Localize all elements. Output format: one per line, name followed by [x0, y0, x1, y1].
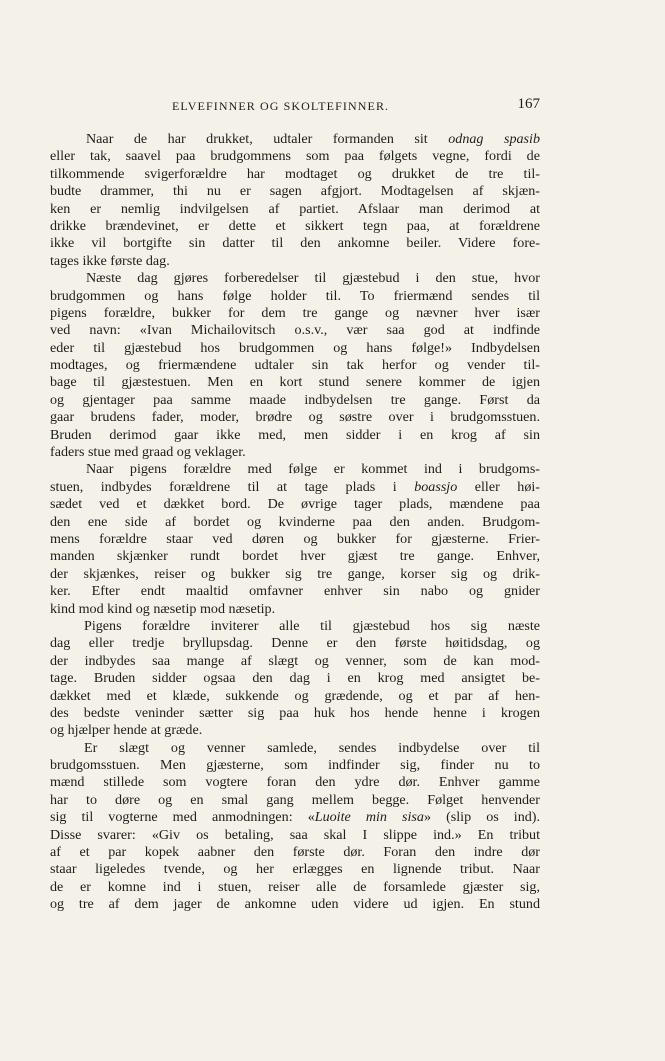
text-line — [50, 148, 540, 165]
text-run: sædet ved et dækket bord. De øvrige tager plads, mændene paa — [50, 496, 540, 513]
text-line — [50, 340, 540, 357]
text-line — [50, 774, 540, 791]
paragraph — [50, 461, 540, 618]
italic-term: Luoite min sisa — [314, 809, 424, 826]
text-line — [50, 531, 540, 548]
text-run: har to døre og en smal gang mellem begge. Følget henvender — [50, 791, 540, 808]
paragraph — [50, 740, 540, 914]
text-line — [50, 322, 540, 339]
text-run: kind mod kind og næsetip mod næsetip. — [50, 600, 276, 617]
text-run: tage. Bruden sidder ogsaa den dag i en krog med ansigtet be- — [50, 670, 540, 687]
text-line — [50, 809, 540, 826]
text-run: eller høi- — [457, 478, 540, 495]
text-run: tilkommende svigerforældre har modtaget og drukket de tre til- — [50, 165, 540, 182]
text-run: manden skjænker rundt bordet hver gjæst tre gange. Enhver, — [50, 548, 540, 565]
text-line — [50, 357, 540, 374]
text-line — [50, 861, 540, 878]
text-run: bage til gjæstestuen. Men en kort stund senere kommer de igjen — [50, 374, 540, 391]
paragraph — [50, 270, 540, 461]
paragraph — [50, 618, 540, 740]
text-run: mænd stillede som vogtere foran den ydre dør. Enhver gamme — [50, 774, 540, 791]
text-run: tages ikke første dag. — [50, 252, 170, 269]
text-run: Pigens forældre inviterer alle til gjæstebud hos sig næste — [84, 617, 540, 634]
body-text — [50, 131, 540, 914]
text-run: og tre af dem jager de ankomne uden videre ud igjen. En stund — [50, 896, 540, 913]
page-number: 167 — [517, 96, 540, 112]
italic-term: boassjo — [414, 478, 458, 495]
text-run: Naar de har drukket, udtaler formanden sit — [86, 131, 449, 147]
text-line — [50, 722, 540, 739]
text-line — [50, 496, 540, 513]
text-line — [50, 653, 540, 670]
text-line — [50, 583, 540, 600]
text-run: Næste dag gjøres forberedelser til gjæstebud i den stue, hvor — [86, 270, 540, 287]
text-run: staar ligeledes tvende, og her erlægges en lignende tribut. Naar — [50, 861, 540, 878]
running-title: ELVEFINNER OG SKOLTEFINNER. — [172, 99, 390, 113]
text-line — [50, 235, 540, 252]
text-line — [50, 896, 540, 913]
text-line — [50, 514, 540, 531]
text-run: dækket med et klæde, sukkende og grædende, og et par af hen- — [50, 687, 540, 704]
text-run: budte drammer, thi nu er sagen afgjort. Modtagelsen af skjæn- — [50, 183, 540, 200]
text-line — [50, 618, 540, 635]
text-line — [50, 740, 540, 757]
text-run: drikke brændevinet, er dette et sikkert tegn paa, at forældrene — [50, 217, 540, 234]
text-line — [50, 288, 540, 305]
text-line — [50, 479, 540, 496]
text-run: Naar pigens forældre med følge er kommet ind i brudgoms- — [86, 461, 540, 478]
text-line — [50, 444, 540, 461]
text-run: ken er nemlig indvilgelsen af partiet. Afslaar man derimod at — [50, 200, 540, 217]
text-run: og hjælper hende at græde. — [50, 722, 203, 739]
text-run: dag eller tredje bryllupsdag. Denne er den første høitidsdag, og — [50, 635, 540, 652]
text-run: modtages, og friermændene udtaler sin tak herfor og vender til- — [50, 357, 540, 374]
text-run: gaar brudens fader, moder, brødre og søstre over i brudgomsstuen. — [50, 409, 540, 426]
text-run: brudgommen og hans følge holder til. To friermænd sendes til — [50, 287, 540, 304]
text-run: Disse svarer: «Giv os betaling, saa skal I slippe ind.» En tribut — [50, 826, 540, 843]
text-run: sig til vogterne med anmodningen: « — [50, 809, 315, 826]
text-run: der indbydes saa mange af slægt og venner, som de kan mod- — [50, 652, 540, 669]
text-line — [50, 548, 540, 565]
running-header — [50, 96, 540, 119]
text-line — [50, 461, 540, 478]
text-run: ker. Efter endt maaltid omfavner enhver sin nabo og gnider — [50, 583, 540, 600]
text-line — [50, 757, 540, 774]
text-line — [50, 409, 540, 426]
text-line — [50, 879, 540, 896]
text-run: » (slip os ind). — [423, 809, 541, 826]
text-line — [50, 670, 540, 687]
text-line — [50, 792, 540, 809]
text-line — [50, 131, 540, 148]
text-line — [50, 827, 540, 844]
text-line — [50, 566, 540, 583]
paragraph — [50, 131, 540, 270]
text-line — [50, 705, 540, 722]
text-run: ikke vil bortgifte sin datter til den ankomne beiler. Videre fore- — [50, 235, 540, 252]
text-run: ved navn: «Ivan Michailovitsch o.s.v., vær saa god at indfinde — [50, 322, 540, 339]
text-run: Er slægt og venner samlede, sendes indbydelse over til — [84, 739, 540, 756]
text-run: Bruden derimod gaar ikke med, men sidder i en krog af sin — [50, 426, 540, 443]
text-run: eder til gjæstebud hos brudgommen og hans følge!» Indbydelsen — [50, 339, 540, 356]
text-line — [50, 601, 540, 618]
text-line — [50, 305, 540, 322]
text-line — [50, 635, 540, 652]
text-line — [50, 392, 540, 409]
text-run: den ene side af bordet og kvinderne paa den anden. Brudgom- — [50, 513, 540, 530]
text-line — [50, 218, 540, 235]
text-run: eller tak, saavel paa brudgommens som paa følgets vegne, fordi de — [50, 148, 540, 165]
text-run: mens forældre staar ved døren og bukker for gjæsterne. Frier- — [50, 530, 540, 547]
text-run: des bedste veninder sætter sig paa huk hos hende henne i krogen — [50, 704, 540, 721]
text-run: af et par kopek aabner den første dør. Foran den indre dør — [50, 844, 540, 861]
text-line — [50, 844, 540, 861]
text-line — [50, 166, 540, 183]
text-line — [50, 688, 540, 705]
text-run: faders stue med graad og veklager. — [50, 444, 246, 461]
text-run: de er komne ind i stuen, reiser alle de forsamlede gjæster sig, — [50, 878, 540, 895]
text-line — [50, 374, 540, 391]
text-line — [50, 270, 540, 287]
text-line — [50, 427, 540, 444]
text-run: der skjænkes, reiser og bukker sig tre gange, korser sig og drik- — [50, 565, 540, 582]
text-run: stuen, indbydes forældrene til at tage plads i — [50, 478, 415, 495]
text-run: og gjentager paa samme maade indbydelsen tre gange. Først da — [50, 391, 540, 408]
text-line — [50, 183, 540, 200]
text-run: brudgomsstuen. Men gjæsterne, som indfinder sig, finder nu to — [50, 757, 540, 774]
text-line — [50, 253, 540, 270]
text-line — [50, 201, 540, 218]
italic-term: odnag spasib — [448, 131, 540, 147]
text-run: pigens forældre, bukker for dem tre gange og nævner hver især — [50, 304, 540, 321]
